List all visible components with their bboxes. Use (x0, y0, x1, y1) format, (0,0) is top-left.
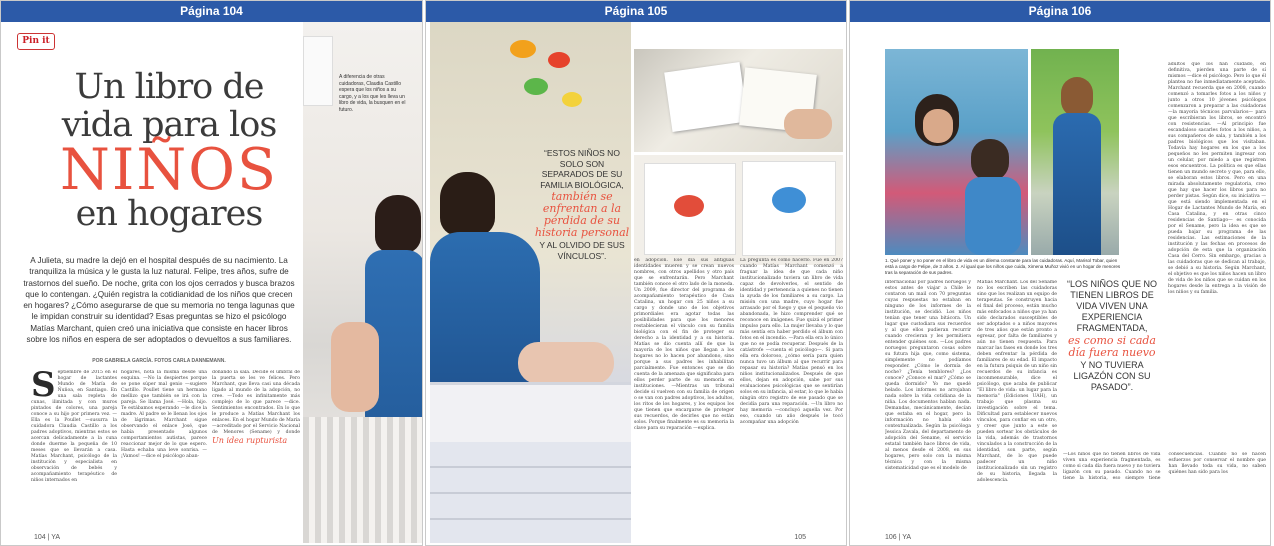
subhead: Un idea rupturista (212, 436, 288, 445)
folio: 106 | YA (885, 534, 912, 541)
photo-ximena (1031, 49, 1119, 255)
drop-cap: S (31, 370, 56, 405)
page-106 (850, 22, 1270, 545)
woman-face (923, 109, 953, 143)
column-text: eptiembre de 2015 en el hogar de lactantes Mundo de María de Ñuñoa, en Santiago. En una sala repleta de cunas, ilimitada y con muros pintados de colores, una pareja conoce a su hijo por primera vez. —Ella es la Poullet —susurra la cuidadora Claudia Castillo a los padres adoptivos, mientras estos se acercan delicadamente a la cuna donde duerme la pequeña de 10 meses que se llevarán a casa. Matías Marchant, psicólogo de la institución y especialista en observación de bebés y acompañamiento terapéutico de niños internados en (31, 370, 117, 483)
title-line-1: Un libro de (74, 67, 264, 107)
text-column-1 (634, 258, 734, 523)
page-104 (1, 22, 422, 545)
folio: 104 | YA (34, 534, 61, 541)
column-text: donando la sala. Decide el umbral de la puerta se les ve felices. Pero Marchant, que lleva casi una década ligado al mundo de la adopción, no cree. —Todo es infinitamente más complejo de lo que parece —dice. Sentimientos encontrados. En lo que le produce a Matías Marchant los enlaces. En el hogar Mundo de María —acreditado por el Servicio Nacional de Menores (Sename) y donde (212, 370, 300, 434)
pull-quote (1063, 277, 1161, 395)
pull-quote-caps-1: “ESTOS NIÑOS NO SOLO SON SEPARADOS DE SU FAMILIA BIOLÓGICA, (540, 148, 624, 190)
mobile-fish (562, 92, 582, 107)
lead-paragraph: A Julieta, su madre la dejó en el hospital después de su nacimiento. La tranquiliza la música y le gusta la luz natural. Felipe, tres años, sufre de trastornos del sueño. De noche, grita con los ojos cerrados y busca brazos que lo contengan. ¿Quién registra la cotidianidad de los niños que crecen en hogares? ¿Cómo asegurarse de que su memoria no tenga lagunas que le impidan construir su identidad? Esas preguntas se hizo el psicólogo Matías Marchant, quien creó una iniciativa que consiste en hacer libros sobre los niños en espera de ser adoptados o devueltos a sus familiares. (23, 256, 295, 345)
photo-nursery (430, 22, 631, 543)
hand (784, 109, 832, 139)
page-label: Página 105 (426, 1, 846, 22)
photo-caption: A diferencia de otras cuidadoras, Claudia Castillo espera que los niños a su cargo, y a los que les lleva un libro de vida, la busquen en el futuro. (339, 74, 406, 113)
book-page (664, 62, 748, 132)
page-label: Página 104 (1, 1, 422, 22)
text-column-1 (885, 280, 971, 525)
column-text: adultos que los han cuidado, en definitiva, pierden una parte de sí mismos —dice el psicólogo. Pero lo que él plantea no fue inmediatamente aceptado. Marchant recuerda que en 2008, cuando comenzó a tomarles fotos a los niños y junto a otros 10 jóvenes psicólogos comenzaron a preparar a las cuidadoras —la mayoría técnicos parvularios— para que escribieran los libros, se encontró con resistencias. —Al principio fue escandaloso sacarles fotos a los niños, a sus compañeros de sala, y también a los padres biológicos que los visitaban. Todavía hay hogares en los que a los pequeños no les permiten ingresar con un celular, por miedo a que registren esos encuentros. La política es que ellas tienen un mundo secreto y que, para ello, se elaboran estos libros. Pero en una mirada absolutamente regulatoria, creo que hay que hacer los libros para no perder pistas. Según dice, su iniciativa —que está siendo implementada en el Hogar de Lactantes Mundo de María, en Casa Catalina, y en otras cinco residencias de Santiago— es conocida por el Sename, pero la idea es que se pueda bajar su programa de las residencias. Las estimaciones de la institución y las fechas en procesos de adopción de esta que la organización Casa del Cerro. Sin embargo, gracias a las cuidadoras que se dedican al trabajo, se debió a su historia. Según Marchant, el objetivo es que los niños hacen un libro de vida de los niños que se cuidan en los hogares desde la entrega a la visión de los niños y su familia. (1168, 62, 1266, 295)
text-column-3 (1168, 62, 1266, 447)
pull-quote (534, 148, 630, 261)
column-text: internacional por padres noruegos y estos antes de viajar a Chile le contaron un mail con 70 preguntas cuyas respuestas no estaban en ninguno de los informes de la institución, se decidió. Los niños tenían que tener una bitácora. Un lugar que custodiara sus recuerdos y al que ellos pudieran recurrir cuando crecieran y les permitiera entender quiénes son. —Los padres noruegos preguntaron cosas sobre su futura hija que, como sistema, simplemente no podíamos responder. ¿Cómo le dormía de noche? ¿Tenía temblores? ¿Los conoce? ¿Conoce el mar? ¿Cómo se queda dormido? Yo me quedé helado. Los informes no arrojaban nada sobre la vida cotidiana de la niña. Los documentos hablan nada. Demandas, mecánicamente, decían que estaba en el hogar, pero la información no había sido contextualizada. Según la psicóloga Jessica Zavala, del departamento de adopción del Sename, el servicio estatal también hace libros de vida, al menos desde el 2008, en sus hogares, pero solo con la misma técnica y con la misma sistematicidad que es el modelo de (885, 280, 971, 471)
text-column-3b (1063, 452, 1266, 524)
child-figure (331, 322, 379, 412)
pull-quote-caps-2: Y AL OLVIDO DE SUS VÍNCULOS”. (539, 240, 625, 261)
baby (518, 342, 614, 384)
text-column-2 (121, 370, 207, 520)
ximena-head (1061, 77, 1093, 117)
column-text: La pregunta es cómo hacerlo. Fue en 2007 cuando Matías Marchant comenzó a fraguar la idea de que cada niño institucionalizado tuviera un libro de vida capaz de devolverles, el sentido de identidad y pertenencia a quienes no tienen la ayuda de los familiares a su cargo. La misión con una madre, cuyo hogar fue arrasado por el fuego y que el pequeño vio abandonada, le hizo comprender qué se reconoce en imágenes. Fue quizá el primer impulso para ello. La mujer llevaba y lo que más sentía era haber perdido el álbum con fotos en el incendio. —Para ella era lo único que no se podía recuperar. Después de la catástrofe —cuenta el psicólogo—. Si para ella era doloroso, ¿cómo sería para quien nunca tuvo un álbum al que recurrir para repasar su historia? Matías pensó en los niños institucionalizados. Después de que ellos, dejan en adopción, sabe por sus evaluaciones psicológicas que se sentirían solos en su infancia, al estar, lo que le había ningún otro registro de ese pasado que se decidía para una reparación. —Un libro no hay memoria —concluyó aquella vez. Por eso, cuando un año después le tocó acompañar una adopción (740, 258, 843, 425)
mobile-fish (510, 40, 536, 58)
pull-quote-italic: es como si cada día fuera nuevo (1068, 334, 1156, 359)
pull-quote-italic: también se enfrentan a la pérdida de su historia personal (534, 190, 630, 239)
column-text: —Los niños que no tienen libros de vida viven una experiencia fragmentada, es como si cada día fuera nuevo y no tuviera ligazón con su pasado. Cuando no se tiene la historia, eso siempre tiene consecuencias. Cuando no se hacen esfuerzos por conservar el nombre que han llevado toda su vida, no saben quiénes han sido para los (1063, 452, 1266, 481)
page-106-panel (849, 0, 1271, 546)
text-column-2 (740, 258, 843, 523)
title-line-3: NIÑOS (59, 137, 279, 203)
child-head (971, 139, 1009, 181)
ximena-body (1053, 113, 1101, 255)
page-105-panel (425, 0, 847, 546)
photo-caretaker-child (885, 49, 1028, 255)
photo-caption: 1. Qué poner y no poner en el libro de vida es un dilema constante para las cuidadoras. Aquí, Marisol Tobar, quien está a cargo de Felipe, de 3 años. 2. Al igual que los niños que cuida, Ximena Muñoz vivió en un hogar de menores tras la separación de sus padres. (885, 258, 1121, 275)
photo-caretaker (303, 22, 422, 543)
pull-quote-caps-2: Y NO TUVIERA LIGAZÓN CON SU PASADO”. (1073, 360, 1151, 392)
title-line-2: vida para los (61, 105, 277, 145)
page-105 (426, 22, 846, 545)
photo-drawings (634, 155, 843, 265)
text-column-1 (31, 370, 117, 520)
folio: 105 (794, 534, 806, 541)
column-text: hogares, nota la misma desde una esquina. —No la despiertes porque se pone súper mal genio —sugiere Castillo. Poullet tiene un hermano mellizo que también se irá con la pareja. Se llama José. —Hola, hijo. Te estábamos esperando —le dice la madre. Al padre se le llenan los ojos de lágrimas. Marchant sigue observando el enlace José, que había presentado algunos comportamientos autistas, parece reaccionar mejor de lo que espero. Hasta echaba una leve sonrisa. —¡Vamos! —dice el psicólogo aban- (121, 370, 207, 459)
mobile-toy (500, 30, 600, 125)
changing-table (430, 382, 631, 442)
drawing-mark (772, 187, 806, 213)
mobile-fish (524, 78, 548, 95)
crib-rail (303, 417, 422, 543)
article-title (29, 67, 309, 234)
drawing-mark (674, 195, 704, 217)
column-text: en adopción. Ese día sus antiguas identidades mueren y se crean nuevos nombres, con otros apellidos y otro país que se enfrentarán. Pero Marchant también conoce el otro lado de la moneda. Un 2009, fue director del programa de acompañamiento terapéutico de Casa Catalina, un hogar con 25 niños a su cargo y donde uno de los objetivos primordiales era agotar todas las posibilidades para que los menores restablecieran el vínculo con su familia biológica con el fin de proteger su derecho a la identidad y a su historia. Matías se dio cuenta allí de que la mayoría de los niños que llegan a los hogares no lo hacen por abandono, sino porque a sus padres les inhabilitan parcialmente. Fue entonces que se dio cuenta de la amenaza que significaba para ellos perder parte de su memoria en instituciones. —Mientras un tribunal decide si vuelven con su familia de origen o se van con padres adoptivos, los adultos, los ritos de los hogares, y los equipos los que tienen que encargarse de proteger sus recuerdos, de decirles que no están solos. Porque finalmente es su memoria la clave para su reparación —explica. (634, 258, 734, 431)
column-text: Matías Marchant. Los del Sename no los escriben las cuidadoras sino que los realizan un equipo de terapeutas. Se construyen hacia el final del proceso, están mucho más enfocados a niños que ya han sido declarados susceptibles de ser adoptados o a niños mayores de tres años que están pronto a egresar, por falta de familiares y aún no tienen respuesta. Para marcar las fases en donde los tres deben enfrentar la pérdida de familiares de su edad. El impacto en la futura psiquis de un niño sin recuerdos de su infancia es inconmensurable, dice el psicólogo, que acaba de publicar "El libro de vida: un lugar para la memoria" (Ediciones UAH), un trabajo que plasma su investigación sobre el tema. Dificultad para establecer nuevos vínculos, para confiar en un otro, y creer que junto a este se pueden sortear los obstáculos de la vida, además de trastornos vinculados a la construcción de la identidad, son parte, según Marchant, de lo que puede padecer un niño institucionalizado sin un registro de su historia, llegada la adolescencia. (977, 280, 1057, 483)
child-body (965, 177, 1021, 255)
mobile-fish (548, 52, 570, 68)
page-label: Página 106 (850, 1, 1270, 22)
caretaker-head (375, 195, 421, 253)
pull-quote-caps-1: “LOS NIÑOS QUE NO TIENEN LIBROS DE VIDA VIVEN UNA EXPERIENCIA FRAGMENTADA, (1066, 279, 1157, 333)
title-line-4: en hogares (75, 194, 263, 234)
photo-storybook (634, 49, 843, 152)
nurse-head (440, 172, 495, 236)
page-104-panel (0, 0, 423, 546)
pin-it-button[interactable]: Pin it (17, 33, 55, 50)
text-column-3 (212, 370, 300, 520)
cabinet (430, 442, 631, 543)
byline: POR GABRIELA GARCÍA. FOTOS CARLA DANNEMANN. (92, 358, 226, 364)
